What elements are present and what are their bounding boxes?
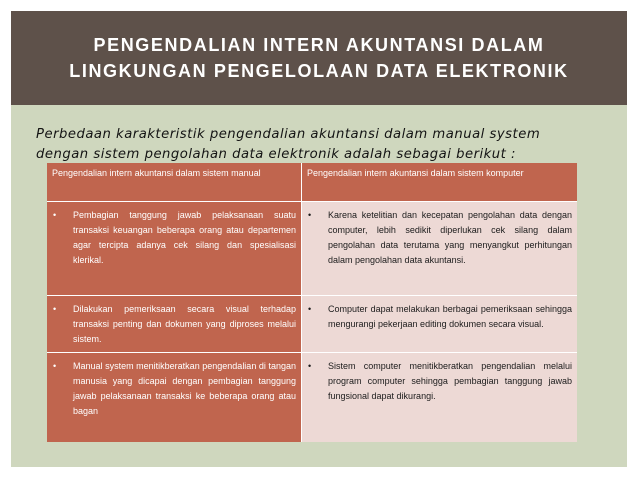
bullet-icon: • (53, 361, 57, 371)
komputer-text: Computer dapat melakukan berbagai pemeriksaan sehingga mengurangi pekerjaan editing dokumen secara visual. (328, 304, 572, 329)
table-row (47, 353, 577, 443)
manual-cell (47, 353, 302, 443)
table-header-row (47, 163, 577, 202)
slide-title-line-1: PENGENDALIAN INTERN AKUNTANSI DALAM (93, 35, 545, 55)
header-komputer: Pengendalian intern akuntansi dalam sistem komputer (302, 163, 578, 202)
bullet-icon: • (53, 304, 57, 314)
manual-cell (47, 296, 302, 353)
bullet-icon: • (308, 210, 312, 220)
slide-title-line-2: LINGKUNGAN PENGELOLAAN DATA ELEKTRONIK (69, 61, 569, 81)
manual-text: Pembagian tanggung jawab pelaksanaan suatu transaksi keuangan beberapa orang atau departemen agar tercipta adanya cek silang dan spesialisasi klerikal. (73, 210, 296, 265)
manual-cell (47, 202, 302, 296)
table-row (47, 296, 577, 353)
title-bar (11, 11, 627, 105)
komputer-cell (302, 202, 578, 296)
manual-text: Dilakukan pemeriksaan secara visual terhadap transaksi penting dan dokumen yang diproses melalui sistem. (73, 304, 296, 344)
intro-line-1: Perbedaan karakteristik pengendalian akuntansi dalam manual system (36, 127, 541, 142)
komputer-text: Sistem computer menitikberatkan pengendalian melalui program computer sehingga pembagian tanggung jawab fungsional dapat dikurangi. (328, 361, 572, 401)
manual-text: Manual system menitikberatkan pengendalian di tangan manusia yang dicapai dengan pembagian tanggung jawab pelaksanaan transaksi ke beberapa orang atau bagan (73, 361, 296, 416)
komputer-cell (302, 353, 578, 443)
intro-line-2: dengan sistem pengolahan data elektronik adalah sebagai berikut : (36, 147, 516, 162)
komputer-cell (302, 296, 578, 353)
header-manual: Pengendalian intern akuntansi dalam sistem manual (47, 163, 302, 202)
bullet-icon: • (308, 361, 312, 371)
comparison-table (47, 163, 577, 442)
intro-text (36, 125, 621, 165)
table-row (47, 202, 577, 296)
komputer-text: Karena ketelitian dan kecepatan pengolahan data dengan computer, lebih sedikit diperlukan cek silang dalam pengolahan data terutama yang menyangkut perhitungan dalam pengolahan data akuntansi. (328, 210, 572, 265)
bullet-icon: • (53, 210, 57, 220)
bullet-icon: • (308, 304, 312, 314)
